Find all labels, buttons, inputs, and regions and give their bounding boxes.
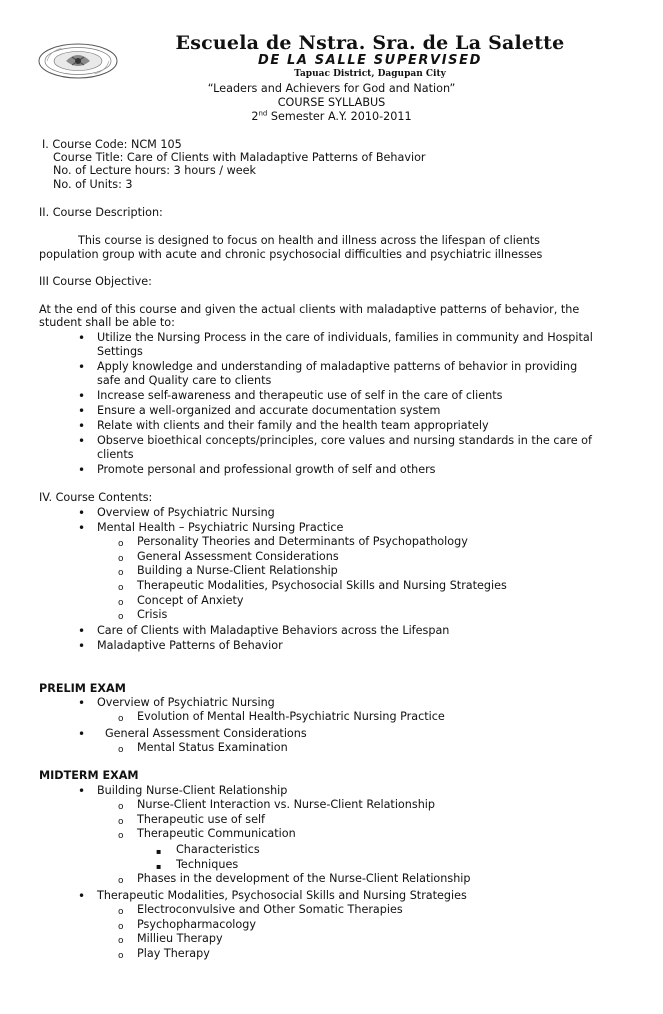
prelim-subitem: Mental Status Examination bbox=[137, 741, 288, 754]
school-seal-logo bbox=[38, 43, 118, 79]
midterm-subitem: Therapeutic use of self bbox=[137, 813, 265, 826]
semester-number: 2 bbox=[251, 110, 259, 123]
contents-subitem: Concept of Anxiety bbox=[137, 594, 244, 607]
contents-heading: IV. Course Contents: bbox=[39, 491, 153, 504]
course-title: Course Title: Care of Clients with Maladaptive Patterns of Behavior bbox=[53, 151, 426, 164]
bullet-circle: o bbox=[118, 936, 124, 946]
supervised-banner: DE LA SALLE SUPERVISED bbox=[258, 53, 482, 68]
semester-ordinal: nd bbox=[258, 109, 268, 118]
objective-item: Relate with clients and their family and the health team appropriately bbox=[97, 419, 489, 432]
course-code: I. Course Code: NCM 105 bbox=[42, 138, 182, 151]
midterm-subitem: Play Therapy bbox=[137, 947, 210, 960]
objective-item: Ensure a well-organized and accurate documentation system bbox=[97, 404, 441, 417]
bullet-circle: o bbox=[118, 714, 124, 724]
bullet-circle: o bbox=[118, 612, 124, 622]
bullet-circle: o bbox=[118, 922, 124, 932]
midterm-subitem: Phases in the development of the Nurse-Client Relationship bbox=[137, 872, 471, 885]
description-line-1: This course is designed to focus on health and illness across the lifespan of clients bbox=[78, 234, 540, 247]
bullet-circle: o bbox=[118, 554, 124, 564]
objective-item-continued: Settings bbox=[97, 345, 143, 358]
bullet-disc: • bbox=[78, 463, 86, 477]
bullet-disc: • bbox=[78, 419, 86, 433]
objective-intro-2: student shall be able to: bbox=[39, 316, 175, 329]
objective-item: Utilize the Nursing Process in the care of individuals, families in community and Hospital bbox=[97, 331, 593, 344]
midterm-item: Building Nurse-Client Relationship bbox=[97, 784, 288, 797]
prelim-heading: PRELIM EXAM bbox=[39, 682, 126, 695]
contents-subitem: Crisis bbox=[137, 608, 168, 621]
bullet-circle: o bbox=[118, 951, 124, 961]
objective-item: Promote personal and professional growth of self and others bbox=[97, 463, 436, 476]
objective-heading: III Course Objective: bbox=[39, 275, 152, 288]
contents-subitem: General Assessment Considerations bbox=[137, 550, 339, 563]
bullet-circle: o bbox=[118, 568, 124, 578]
bullet-disc: • bbox=[78, 331, 86, 345]
bullet-circle: o bbox=[118, 539, 124, 549]
bullet-disc: • bbox=[78, 389, 86, 403]
midterm-subitem: Psychopharmacology bbox=[137, 918, 256, 931]
midterm-subsubitem: Techniques bbox=[176, 858, 239, 871]
contents-subitem: Therapeutic Modalities, Psychosocial Skills and Nursing Strategies bbox=[137, 579, 507, 592]
bullet-disc: • bbox=[78, 696, 86, 710]
semester-text: Semester A.Y. 2010-2011 bbox=[267, 110, 412, 123]
description-heading: II. Course Description: bbox=[39, 206, 163, 219]
description-line-2: population group with acute and chronic psychosocial difficulties and psychiatric illnesses bbox=[39, 248, 543, 261]
bullet-disc: • bbox=[78, 360, 86, 374]
midterm-subitem: Therapeutic Communication bbox=[137, 827, 296, 840]
bullet-circle: o bbox=[118, 802, 124, 812]
prelim-subitem: Evolution of Mental Health-Psychiatric Nursing Practice bbox=[137, 710, 445, 723]
bullet-circle: o bbox=[118, 745, 124, 755]
objective-item-continued: clients bbox=[97, 448, 134, 461]
contents-subitem: Personality Theories and Determinants of Psychopathology bbox=[137, 535, 468, 548]
objective-item: Increase self-awareness and therapeutic use of self in the care of clients bbox=[97, 389, 503, 402]
bullet-disc: • bbox=[78, 639, 86, 653]
prelim-item: Overview of Psychiatric Nursing bbox=[97, 696, 275, 709]
bullet-circle: o bbox=[118, 831, 124, 841]
bullet-disc: • bbox=[78, 624, 86, 638]
bullet-circle: o bbox=[118, 876, 124, 886]
objective-intro-1: At the end of this course and given the actual clients with maladaptive patterns of behavior, the bbox=[39, 303, 580, 316]
contents-item: Care of Clients with Maladaptive Behaviors across the Lifespan bbox=[97, 624, 450, 637]
contents-subitem: Building a Nurse-Client Relationship bbox=[137, 564, 338, 577]
bullet-circle: o bbox=[118, 907, 124, 917]
prelim-item: General Assessment Considerations bbox=[105, 727, 307, 740]
midterm-subsubitem: Characteristics bbox=[176, 843, 260, 856]
document-title: COURSE SYLLABUS bbox=[277, 96, 386, 109]
midterm-subitem: Millieu Therapy bbox=[137, 932, 223, 945]
bullet-circle: o bbox=[118, 583, 124, 593]
contents-item: Mental Health – Psychiatric Nursing Practice bbox=[97, 521, 344, 534]
semester-line bbox=[0, 110, 663, 125]
midterm-subitem: Nurse-Client Interaction vs. Nurse-Client Relationship bbox=[137, 798, 435, 811]
lecture-hours: No. of Lecture hours: 3 hours / week bbox=[53, 164, 256, 177]
bullet-disc: • bbox=[78, 521, 86, 535]
midterm-item: Therapeutic Modalities, Psychosocial Skills and Nursing Strategies bbox=[97, 889, 467, 902]
objective-item-continued: safe and Quality care to clients bbox=[97, 374, 272, 387]
bullet-square: ▪ bbox=[156, 862, 162, 871]
bullet-disc: • bbox=[78, 434, 86, 448]
school-motto: “Leaders and Achievers for God and Nation” bbox=[207, 82, 456, 95]
bullet-square: ▪ bbox=[156, 847, 162, 856]
bullet-disc: • bbox=[78, 727, 86, 741]
bullet-disc: • bbox=[78, 889, 86, 903]
bullet-disc: • bbox=[78, 784, 86, 798]
midterm-subitem: Electroconvulsive and Other Somatic Therapies bbox=[137, 903, 403, 916]
bullet-circle: o bbox=[118, 598, 124, 608]
bullet-disc: • bbox=[78, 404, 86, 418]
bullet-disc: • bbox=[78, 506, 86, 520]
course-units: No. of Units: 3 bbox=[53, 178, 133, 191]
school-district: Tapuac District, Dagupan City bbox=[294, 69, 446, 79]
contents-item: Maladaptive Patterns of Behavior bbox=[97, 639, 283, 652]
contents-item: Overview of Psychiatric Nursing bbox=[97, 506, 275, 519]
objective-item: Apply knowledge and understanding of maladaptive patterns of behavior in providing bbox=[97, 360, 578, 373]
midterm-heading: MIDTERM EXAM bbox=[39, 769, 139, 782]
objective-item: Observe bioethical concepts/principles, core values and nursing standards in the care of bbox=[97, 434, 592, 447]
bullet-circle: o bbox=[118, 817, 124, 827]
school-name: Escuela de Nstra. Sra. de La Salette bbox=[175, 32, 565, 54]
